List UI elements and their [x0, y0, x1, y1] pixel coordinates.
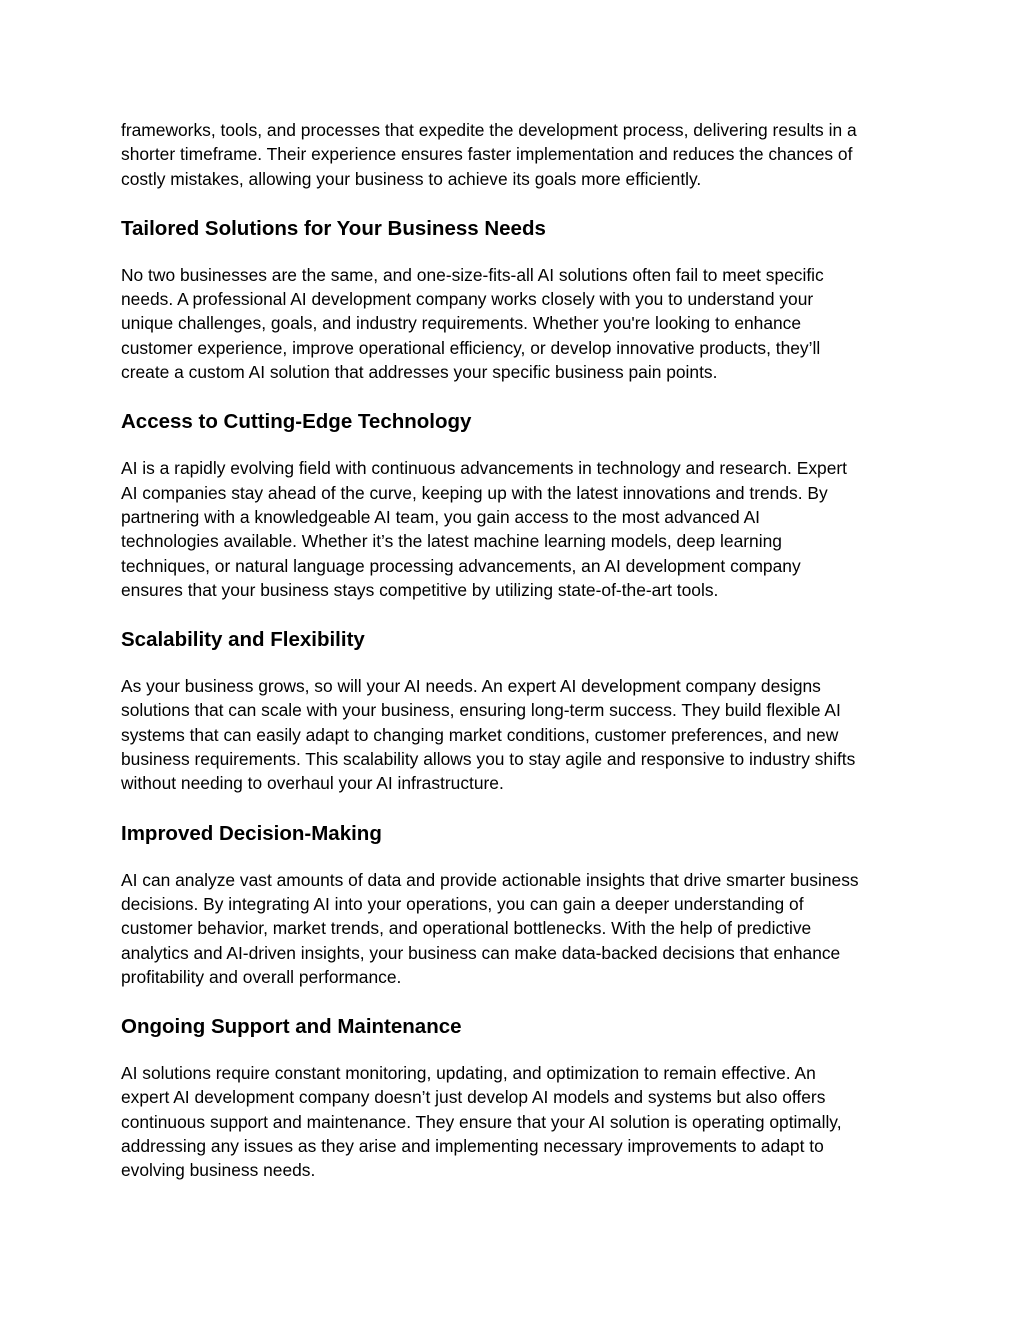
section-heading-cutting-edge-technology: Access to Cutting-Edge Technology [121, 410, 472, 434]
section-heading-scalability: Scalability and Flexibility [121, 628, 365, 652]
section-paragraph-cutting-edge-technology: AI is a rapidly evolving field with continuous advancements in technology and research. Expert AI companies stay ahead of the curve, keeping up with the latest innovations and trends. By partnering with a knowledgeable AI team, you gain access to the most advanced AI technologies available. Whether it’s the latest machine learning models, deep learning techniques, or natural language processing advancements, an AI development company ensures that your business stays competitive by utilizing state-of-the-art tools. [121, 458, 847, 600]
section-heading-decision-making: Improved Decision-Making [121, 821, 382, 845]
section-heading-support-maintenance: Ongoing Support and Maintenance [121, 1015, 462, 1039]
intro-paragraph: frameworks, tools, and processes that expedite the development process, delivering results in a shorter timeframe. Their experience ensures faster implementation and reduces the chances of costly mistakes, allowing your business to achieve its goals more efficiently. [121, 120, 857, 189]
section-paragraph-support-maintenance: AI solutions require constant monitoring, updating, and optimization to remain effective. An expert AI development company doesn’t just develop AI models and systems but also offers continuous support and maintenance. They ensure that your AI solution is operating optimally, addressing any issues as they arise and implementing necessary improvements to adapt to evolving business needs. [121, 1063, 842, 1181]
section-paragraph-tailored-solutions: No two businesses are the same, and one-size-fits-all AI solutions often fail to meet specific needs. A professional AI development company works closely with you to understand your unique challenges, goals, and industry requirements. Whether you're looking to enhance customer experience, improve operational efficiency, or develop innovative products, they’ll create a custom AI solution that addresses your specific business pain points. [121, 264, 824, 383]
section-paragraph-scalability: As your business grows, so will your AI needs. An expert AI development company designs solutions that can scale with your business, ensuring long-term success. They build flexible AI systems that can easily adapt to changing market conditions, customer preferences, and new business requirements. This scalability allows you to stay agile and responsive to industry shifts without needing to overhaul your AI infrastructure. [121, 676, 856, 794]
section-heading-tailored-solutions: Tailored Solutions for Your Business Needs [121, 216, 546, 240]
document-page [121, 118, 911, 1183]
section-paragraph-decision-making: AI can analyze vast amounts of data and provide actionable insights that drive smarter business decisions. By integrating AI into your operations, you can gain a deeper understanding of customer behavior, market trends, and operational bottlenecks. With the help of predictive analytics and AI-driven insights, your business can make data-backed decisions that enhance profitability and overall performance. [121, 869, 859, 987]
